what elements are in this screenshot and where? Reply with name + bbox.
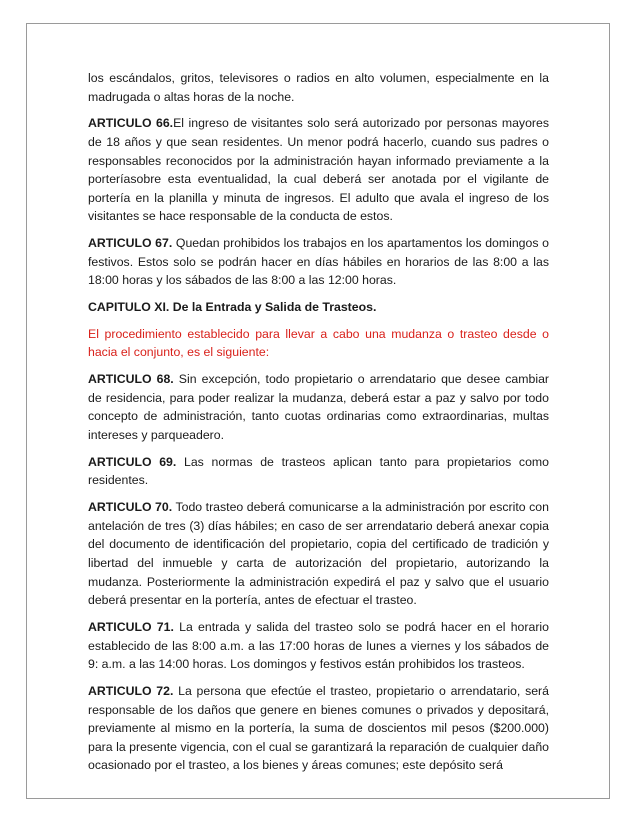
- chapter-heading: CAPITULO XI. De la Entrada y Salida de Trasteos.: [88, 300, 377, 315]
- article-text: Todo trasteo deberá comunicarse a la administración por escrito con antelación de tres (3) días hábiles; en caso de ser arrendatario deberá anexar copia del documento de identificación del propietario, copia del certificado de tradición y libertad del inmueble y carta de autorización del propietario, autorizando la mudanza. Posteriormente la administración expedirá el paz y salvo que el usuario deberá presentar en la portería, antes de efectuar el trasteo.: [88, 500, 549, 608]
- article-text: La entrada y salida del trasteo solo se podrá hacer en el horario establecido de las 8:00 a.m. a las 17:00 horas de lunes a viernes y los sábados de 9: a.m. a las 14:00 horas. Los domingos y festivos están prohibidos los trasteos.: [88, 619, 549, 672]
- article-text: Quedan prohibidos los trabajos en los apartamentos los domingos o festivos. Estos solo se podrán hacer en días hábiles en horarios de las 8:00 a las 18:00 horas y los sábados de las 8:00 a las 12:00 horas.: [88, 236, 549, 288]
- article-text: El ingreso de visitantes solo será autorizado por personas mayores de 18 años y que sean residentes. Un menor podrá hacerlo, cuando sus padres o responsables reconocidos por la administración hayan informado previamente a la porteríasobre esta eventualidad, la cual deberá ser anotada por el vigilante de portería en la planilla y minuta de ingresos. El adulto que avala el ingreso de los visitantes se hace responsable de la conducta de estos.: [88, 116, 549, 224]
- procedure-note: El procedimiento establecido para llevar a cabo una mudanza o trasteo desde o hacia el conjunto, es el siguiente:: [88, 326, 549, 360]
- article-71: [88, 618, 549, 674]
- article-66: [88, 114, 549, 226]
- article-label: ARTICULO 70.: [88, 500, 173, 515]
- article-label: ARTICULO 72.: [88, 683, 174, 698]
- article-label: ARTICULO 68.: [88, 372, 174, 387]
- article-text: La persona que efectúe el trasteo, propietario o arrendatario, será responsable de los daños que genere en bienes comunes o privados y depositará, previamente al mismo en la portería, la suma de doscientos mil pesos ($200.000) para la presente vigencia, con el cual se garantizará la reparación de cualquier daño ocasionado por el trasteo, a los bienes y áreas comunes; este depósito será: [88, 683, 549, 773]
- article-69: [88, 453, 549, 490]
- article-label: ARTICULO 67.: [88, 236, 173, 251]
- article-68: [88, 370, 549, 444]
- article-text: Sin excepción, todo propietario o arrendatario que desee cambiar de residencia, para poder realizar la mudanza, deberá estar a paz y salvo por todo concepto de administración, tanto cuotas ordinarias como extraordinarias, multas intereses y parqueadero.: [88, 372, 549, 443]
- paragraph-text: los escándalos, gritos, televisores o radios en alto volumen, especialmente en la madrugada o altas horas de la noche.: [88, 71, 549, 104]
- paragraph-intro: [88, 69, 549, 106]
- article-label: ARTICULO 66.: [88, 116, 174, 131]
- article-text: Las normas de trasteos aplican tanto para propietarios como residentes.: [88, 454, 549, 488]
- article-label: ARTICULO 69.: [88, 454, 177, 469]
- article-70: [88, 498, 549, 610]
- article-label: ARTICULO 71.: [88, 619, 174, 634]
- article-72: [88, 682, 549, 775]
- document-body: [88, 69, 549, 783]
- article-67: [88, 234, 549, 290]
